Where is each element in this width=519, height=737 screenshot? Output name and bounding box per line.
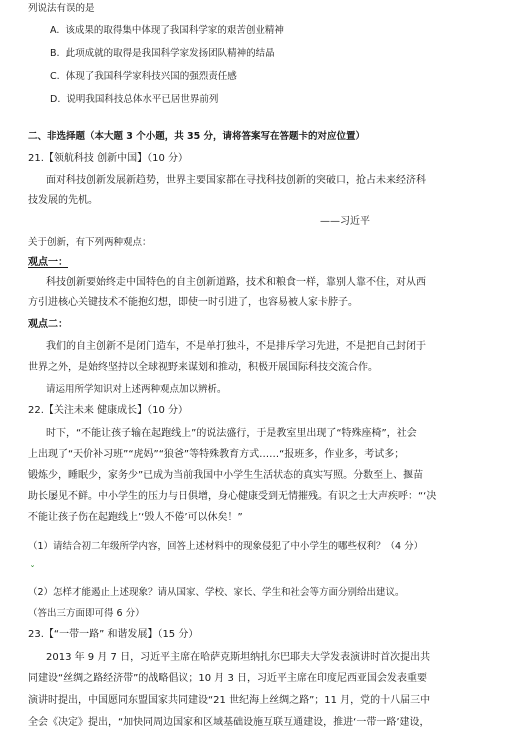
option-b	[50, 47, 275, 61]
q21-attribution: ——习近平	[320, 216, 370, 227]
q23-paragraph: 演讲时提出，中国愿同东盟国家共同建设“21 世纪海上丝绸之路”；11 月，党的十八届三中	[28, 695, 431, 706]
view1-label: 观点一：	[28, 257, 68, 268]
option-text: 说明我国科技总体水平已居世界前列	[66, 94, 219, 105]
q22-title: 22.【关注未来 健康成长】（10 分）	[28, 405, 188, 416]
q23-paragraph: 2013 年 9 月 7 日，习近平主席在哈萨克斯坦纳扎尔巴耶夫大学发表演讲时首次提出共	[46, 652, 431, 663]
option-a	[50, 24, 284, 38]
q22-paragraph: 上出现了“天价补习班”“虎妈”“狼爸”等特殊教育方式……“报班多，作业多，考试多；	[28, 449, 405, 460]
q21-paragraph: 面对科技创新发展新趋势，世界主要国家都在寻找科技创新的突破口，抢占未来经济科	[46, 175, 426, 186]
view2-label: 观点二：	[28, 319, 68, 330]
q22-subquestion-2-note: （答出三方面即可得 6 分）	[28, 608, 145, 619]
q22-paragraph: 锻炼少，睡眠少，家务少”已成为当前我国中小学生生活状态的真实写照。分数至上、揠苗	[28, 470, 424, 481]
q22-subquestion-1: （1）请结合初二年级所学内容，回答上述材料中的现象侵犯了中小学生的哪些权利？（4 分）	[28, 541, 424, 552]
q21-ask: 请运用所学知识对上述两种观点加以辨析。	[46, 384, 227, 395]
section-heading: 二、非选择题（本大题 3 个小题，共 35 分，请将答案写在答题卡的对应位置）	[28, 131, 366, 142]
view2-text: 世界之外，是始终坚持以全球视野来谋划和推动，积极开展国际科技交流合作。	[28, 362, 378, 373]
q22-paragraph: 助长屡见不鲜。中小学生的压力与日俱增，身心健康受到无情摧残。有识之士大声疾呼：“‘决	[28, 491, 437, 502]
check-mark-icon: ˇ	[30, 565, 35, 576]
view1-text: 方引进核心关键技术不能抱幻想，即使一时引进了，也容易被人家卡脖子。	[28, 297, 358, 308]
question-stem-tail: 列说法有误的是	[28, 3, 95, 14]
q22-paragraph: 时下，“不能让孩子输在起跑线上”的说法盛行，于是教室里出现了“特殊座椅”，社会	[46, 428, 417, 439]
option-d	[50, 93, 218, 107]
q23-paragraph: 全会《决定》提出，“加快同周边国家和区域基础设施互联互通建设，推进‘一带一路’建设，	[28, 717, 430, 728]
option-letter: B.	[50, 48, 60, 59]
q21-title: 21.【领航科技 创新中国】（10 分）	[28, 153, 188, 164]
option-c	[50, 70, 237, 84]
option-text: 体现了我国科学家科技兴国的强烈责任感	[65, 71, 237, 82]
view1-text: 科技创新要始终走中国特色的自主创新道路，技术和粮食一样，靠别人靠不住，对从西	[46, 277, 426, 288]
option-text: 此项成就的取得是我国科学家发扬团队精神的结晶	[65, 48, 275, 59]
q21-paragraph: 技发展的先机。	[28, 195, 98, 206]
q23-title: 23.【“一带一路” 和谐发展】（15 分）	[28, 629, 199, 640]
option-letter: A.	[50, 25, 60, 36]
option-letter: C.	[50, 71, 60, 82]
option-letter: D.	[50, 94, 61, 105]
q22-subquestion-2: （2）怎样才能遏止上述现象？请从国家、学校、家长、学生和社会等方面分别给出建议。	[28, 587, 405, 598]
q21-intro: 关于创新，有下列两种观点：	[28, 237, 152, 248]
q23-paragraph: 同建设“丝绸之路经济带”的战略倡议；10 月 3 日，习近平主席在印度尼西亚国会发表重要	[28, 673, 427, 684]
option-text: 该成果的取得集中体现了我国科学家的艰苦创业精神	[65, 25, 284, 36]
q22-paragraph: 不能让孩子伤在起跑线上’‘毁人不倦’可以休矣！”	[28, 512, 243, 523]
view2-text: 我们的自主创新不是闭门造车，不是单打独斗，不是排斥学习先进，不是把自己封闭于	[46, 341, 426, 352]
